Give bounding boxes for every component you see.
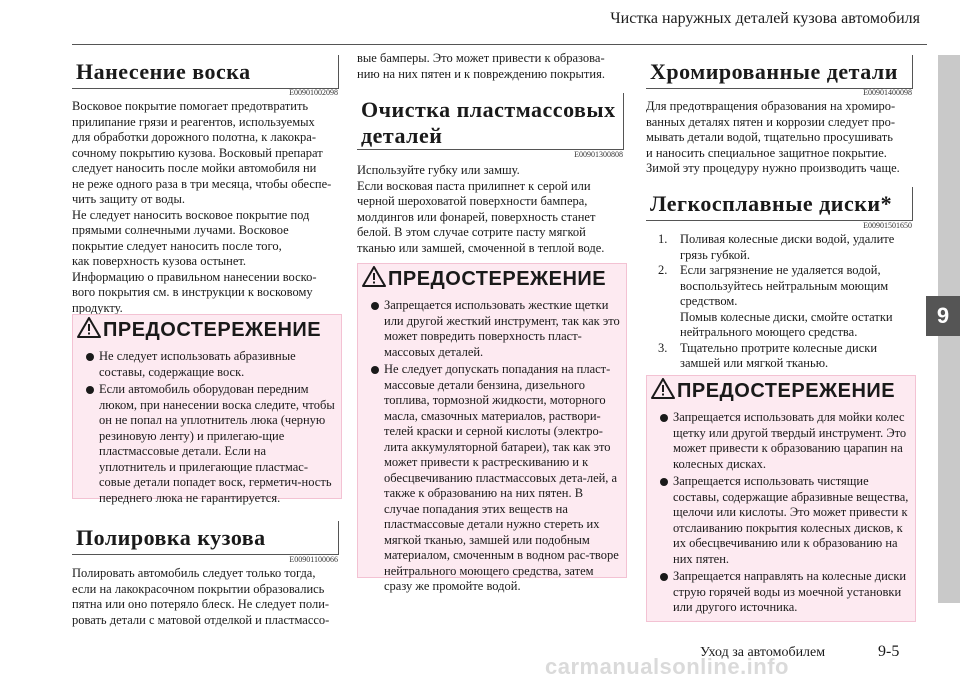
text-line: чить защиту от воды. bbox=[72, 192, 186, 206]
alloy-warning-box bbox=[646, 375, 916, 622]
warning-triangle-icon bbox=[651, 378, 675, 404]
bullet-icon bbox=[660, 573, 668, 581]
warning-item-text: Не следует допускать попадания на пласт-массовые детали бензина, дизельного топлива, тормозной жидкости, моторного масла, смазочных материалов, раствори-телей краски и серной кислоты (электро-лита аккумуляторной батареи), так как это может привести к растрескиванию и к обесцвечиванию пластмассовых дета-лей, а также к образованию на них пятен. В случае попадания этих веществ на пластмассовые детали нужно стереть их мягкой тканью, замшей или подобным материалом, смоченным в водном рас-творе нейтрального моющего средства, затем сразу же промойте водой. bbox=[384, 362, 619, 593]
text-line: сочному покрытию кузова. Восковый препарат bbox=[72, 145, 323, 160]
warning-triangle-icon bbox=[362, 266, 386, 292]
polish-code: E00901100066 bbox=[289, 555, 338, 564]
text-line: вого покрытия см. в инструкции к восковому bbox=[72, 285, 313, 299]
wax-warning-title: ПРЕДОСТЕРЕЖЕНИЕ bbox=[103, 318, 322, 341]
text-line: продукту. bbox=[72, 300, 123, 315]
step-text-line: Поливая колесные диски водой, удалите bbox=[680, 232, 895, 246]
polish-paragraph-part2 bbox=[357, 51, 627, 82]
text-line: прямыми солнечными лучами. Восковое bbox=[72, 223, 289, 237]
text-line: Зимой эту процедуру нужно производить чаще. bbox=[646, 161, 900, 175]
bullet-icon bbox=[86, 353, 94, 361]
text-line: пятна или оно потеряло блеск. Не следует поли- bbox=[72, 597, 330, 611]
alloy-title: Легкосплавные диски* bbox=[650, 191, 893, 216]
header-divider bbox=[72, 44, 927, 45]
step-text-line: средством. bbox=[680, 294, 738, 308]
text-line: мывать детали водой, тщательно просушивать bbox=[646, 130, 893, 144]
text-line: Информацию о правильном нанесении воско- bbox=[72, 269, 317, 284]
bullet-icon bbox=[371, 302, 379, 310]
plastic-warning-title: ПРЕДОСТЕРЕЖЕНИЕ bbox=[388, 267, 607, 290]
step-item bbox=[658, 232, 918, 263]
alloy-warning-list bbox=[647, 410, 915, 616]
step-item bbox=[658, 341, 918, 372]
bullet-icon bbox=[86, 386, 94, 394]
warning-item-text: Не следует использовать абразивные составы, содержащие воск. bbox=[99, 349, 296, 379]
wax-warning-list bbox=[73, 349, 341, 506]
plastic-warning-header bbox=[362, 266, 626, 292]
polish-heading bbox=[72, 521, 339, 555]
text-line: если на лакокрасочном покрытии образовались bbox=[72, 581, 325, 596]
polish-paragraph-part1 bbox=[72, 566, 342, 628]
text-line: Используйте губку или замшу. bbox=[357, 163, 520, 177]
step-item bbox=[658, 263, 918, 341]
text-line: Полировать автомобиль следует только тогда, bbox=[72, 566, 316, 580]
warning-triangle-icon bbox=[77, 317, 101, 343]
warning-item bbox=[659, 410, 909, 472]
bullet-icon bbox=[660, 414, 668, 422]
chrome-code: E00901400098 bbox=[863, 88, 912, 97]
plastic-title-line1: Очистка пластмассовых bbox=[361, 97, 616, 122]
step-text-line: нейтрального моющего средства. bbox=[680, 325, 858, 339]
footer-page-number: 9-5 bbox=[878, 643, 900, 660]
plastic-title-line2: деталей bbox=[361, 123, 443, 148]
step-text-line: Помыв колесные диски, смойте остатки bbox=[680, 309, 893, 324]
warning-item-text: Запрещается использовать жесткие щетки или другой жесткий инструмент, так как это может повредить поверхность пласт-массовых деталей. bbox=[384, 298, 620, 359]
text-line: Если восковая паста прилипнет к серой или bbox=[357, 178, 591, 193]
plastic-warning-box bbox=[357, 263, 627, 593]
step-number: 1. bbox=[658, 232, 668, 246]
step-text-line: Тщательно протрите колесные диски bbox=[680, 340, 878, 355]
plastic-heading bbox=[357, 93, 624, 150]
chrome-heading bbox=[646, 55, 913, 89]
warning-item-text: Запрещается направлять на колесные диски струю горячей воды из моечной установки или другого источника. bbox=[673, 569, 907, 614]
wax-paragraph bbox=[72, 99, 342, 316]
text-line: вые бамперы. Это может привести к образова- bbox=[357, 51, 605, 65]
text-line: ровать детали с матовой отделкой и пластмассо- bbox=[72, 612, 330, 627]
polish-title: Полировка кузова bbox=[76, 525, 266, 550]
alloy-warning-header bbox=[651, 378, 915, 404]
footer-section-name: Уход за автомобилем bbox=[700, 645, 826, 660]
plastic-warning-list bbox=[358, 298, 626, 595]
text-line: Для предотвращения образования на хромиро- bbox=[646, 99, 896, 113]
wax-title: Нанесение воска bbox=[76, 59, 251, 84]
warning-item-text: Запрещается использовать для мойки колес щетку или другой твердый инструмент. Это может привести к образованию царапин на колесных дисках. bbox=[673, 410, 907, 471]
warning-item bbox=[659, 474, 909, 567]
plastic-paragraph bbox=[357, 163, 627, 256]
text-line: молдингов или фонарей, поверхность станет bbox=[357, 209, 596, 224]
text-line: прилипание грязи и реагентов, используемых bbox=[72, 114, 315, 129]
warning-item-text: Запрещается использовать чистящие составы, содержащие абразивные вещества, щелочи или кислоты. Это может привести к отслаиванию покрытия колесных дисков, к их обесцвечиванию или к образованию на них пятен. bbox=[673, 474, 909, 566]
text-line: нию на них пятен и к повреждению покрытия. bbox=[357, 66, 605, 81]
plastic-code: E00901300808 bbox=[574, 150, 623, 159]
text-line: Восковое покрытие помогает предотвратить bbox=[72, 99, 309, 113]
alloy-steps-list bbox=[658, 232, 918, 372]
warning-item bbox=[85, 349, 335, 380]
warning-item bbox=[370, 362, 620, 595]
warning-item-text: Если автомобиль оборудован передним люком, при нанесении воска следите, чтобы он не попал на уплотнитель люка (черную резиновую ленту) и прилегаю-щие пластмассовые детали. Если на уплотнитель и прилегающие пластмас-совые детали попадет воск, герметич-ность переднего люка не гарантируется. bbox=[99, 382, 335, 505]
step-text-line: Если загрязнение не удаляется водой, bbox=[680, 263, 881, 277]
text-line: тканью или замшей, смоченной в теплой воде. bbox=[357, 240, 605, 255]
text-line: Не следует наносить восковое покрытие под bbox=[72, 207, 310, 222]
alloy-heading bbox=[646, 187, 913, 221]
warning-item bbox=[85, 382, 335, 506]
chrome-title: Хромированные детали bbox=[650, 59, 898, 84]
step-text-line: воспользуйтесь нейтральным моющим bbox=[680, 278, 889, 293]
text-line: черной шероховатой поверхности бампера, bbox=[357, 194, 588, 208]
bullet-icon bbox=[660, 478, 668, 486]
step-text-line: замшей или мягкой тканью. bbox=[680, 356, 829, 370]
watermark-logo: carmanualsonline.info bbox=[545, 654, 789, 679]
text-line: ванных деталях пятен и коррозии следует про- bbox=[646, 114, 896, 129]
chrome-paragraph bbox=[646, 99, 916, 177]
wax-code: E00901002098 bbox=[289, 88, 338, 97]
text-line: для обработки дорожного полотна, к лакокра- bbox=[72, 130, 316, 144]
text-line: как поверхность кузова остынет. bbox=[72, 254, 247, 268]
alloy-warning-title: ПРЕДОСТЕРЕЖЕНИЕ bbox=[677, 379, 896, 402]
wax-warning-header bbox=[77, 317, 341, 343]
wax-warning-box bbox=[72, 314, 342, 505]
text-line: не реже одного раза в три месяца, чтобы обеспе- bbox=[72, 176, 332, 191]
wax-heading bbox=[72, 55, 339, 89]
alloy-code: E00901501650 bbox=[863, 221, 912, 230]
step-text-line: грязь губкой. bbox=[680, 247, 750, 262]
text-line: белой. В этом случае сотрите пасту мягкой bbox=[357, 225, 586, 239]
chapter-tab[interactable]: 9 bbox=[926, 296, 960, 336]
text-line: и наносить специальное защитное покрытие. bbox=[646, 145, 887, 160]
warning-item bbox=[370, 298, 620, 360]
step-number: 3. bbox=[658, 340, 668, 355]
step-number: 2. bbox=[658, 263, 668, 277]
bullet-icon bbox=[371, 366, 379, 374]
text-line: следует наносить после мойки автомобиля ни bbox=[72, 161, 317, 175]
page-header-title: Чистка наружных деталей кузова автомобиля bbox=[610, 10, 920, 27]
text-line: покрытие следует наносить после того, bbox=[72, 238, 282, 253]
warning-item bbox=[659, 569, 909, 616]
